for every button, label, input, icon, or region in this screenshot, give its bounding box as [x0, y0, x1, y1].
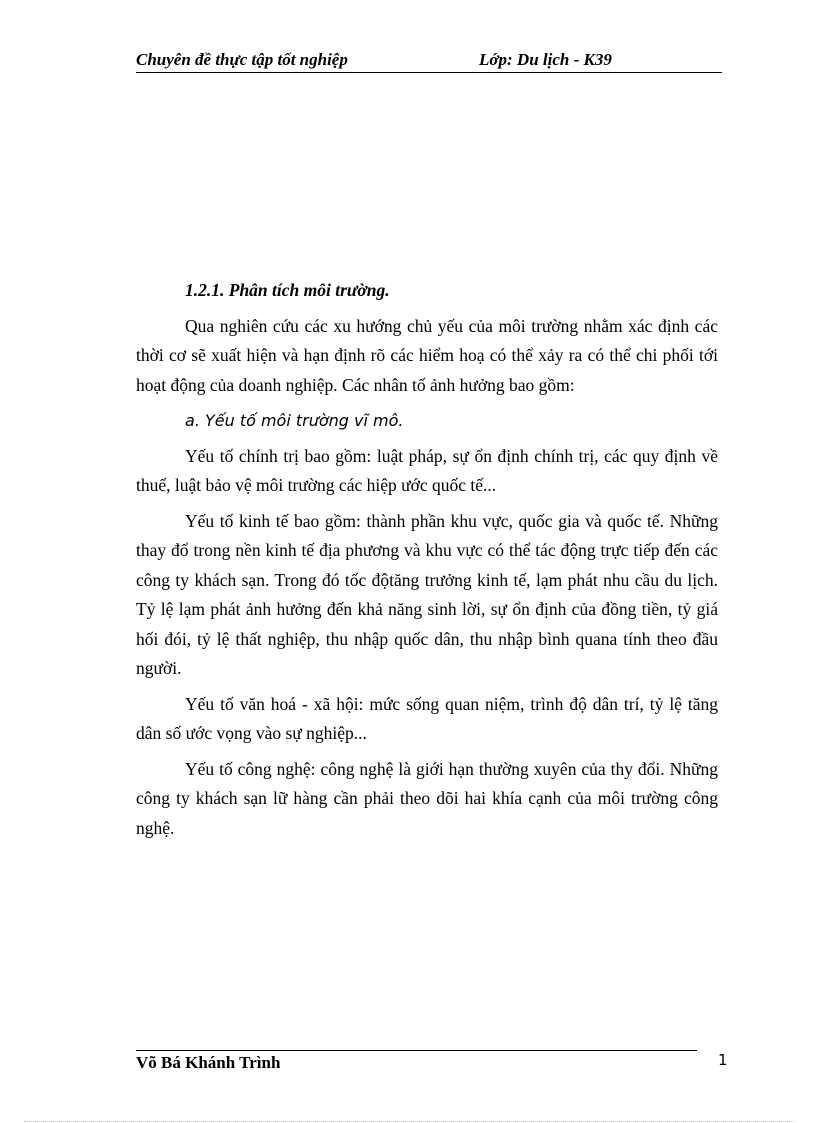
document-body [136, 276, 718, 849]
header-document-title: Chuyên đề thực tập tốt nghiệp [136, 50, 348, 69]
page-bottom-edge [24, 1121, 794, 1122]
paragraph-intro: Qua nghiên cứu các xu hướng chủ yếu của môi trường nhằm xác định các thời cơ sẽ xuất hiện và hạn định rõ các hiểm hoạ có thể xảy ra có thể chi phối tới hoạt động của doanh nghiệp. Các nhân tố ảnh hưởng bao gồm: [136, 315, 718, 395]
footer-author: Võ Bá Khánh Trình [136, 1053, 281, 1072]
paragraph-economic: Yếu tố kinh tế bao gồm: thành phần khu vực, quốc gia và quốc tế. Những thay đổ trong nền kinh tế địa phương và khu vực có thể tác động trực tiếp đến các công ty khách sạn. Trong đó tốc độtăng trưởng kinh tế, lạm phát nhu cầu du lịch. Tỷ lệ lạm phát ảnh hưởng đến khả năng sinh lời, sự ổn định của đồng tiền, tỷ giá hối đói, tỷ lệ thất nghiệp, thu nhập quốc dân, thu nhập bình quana tính theo đầu người. [136, 510, 718, 678]
paragraph-political: Yếu tố chính trị bao gồm: luật pháp, sự ổn định chính trị, các quy định về thuế, luật bảo vệ môi trường các hiệp ước quốc tế... [136, 445, 718, 495]
paragraph-cultural: Yếu tố văn hoá - xã hội: mức sống quan niệm, trình độ dân trí, tỷ lệ tăng dân số ước vọng vào sự nghiệp... [136, 693, 718, 743]
section-heading: 1.2.1. Phân tích môi trường. [185, 280, 390, 300]
page-header [136, 48, 722, 73]
footer-divider [136, 1050, 697, 1051]
paragraph-technology: Yếu tố công nghệ: công nghệ là giới hạn thường xuyên của thy đổi. Những công ty khách sạn lữ hàng cần phải theo dõi hai khía cạnh của môi trường công nghệ. [136, 758, 718, 838]
header-class-label: Lớp: Du lịch - K39 [479, 50, 612, 69]
subsection-heading: a. Yếu tố môi trường vĩ mô. [185, 411, 404, 430]
page-number: 1 [718, 1051, 728, 1069]
